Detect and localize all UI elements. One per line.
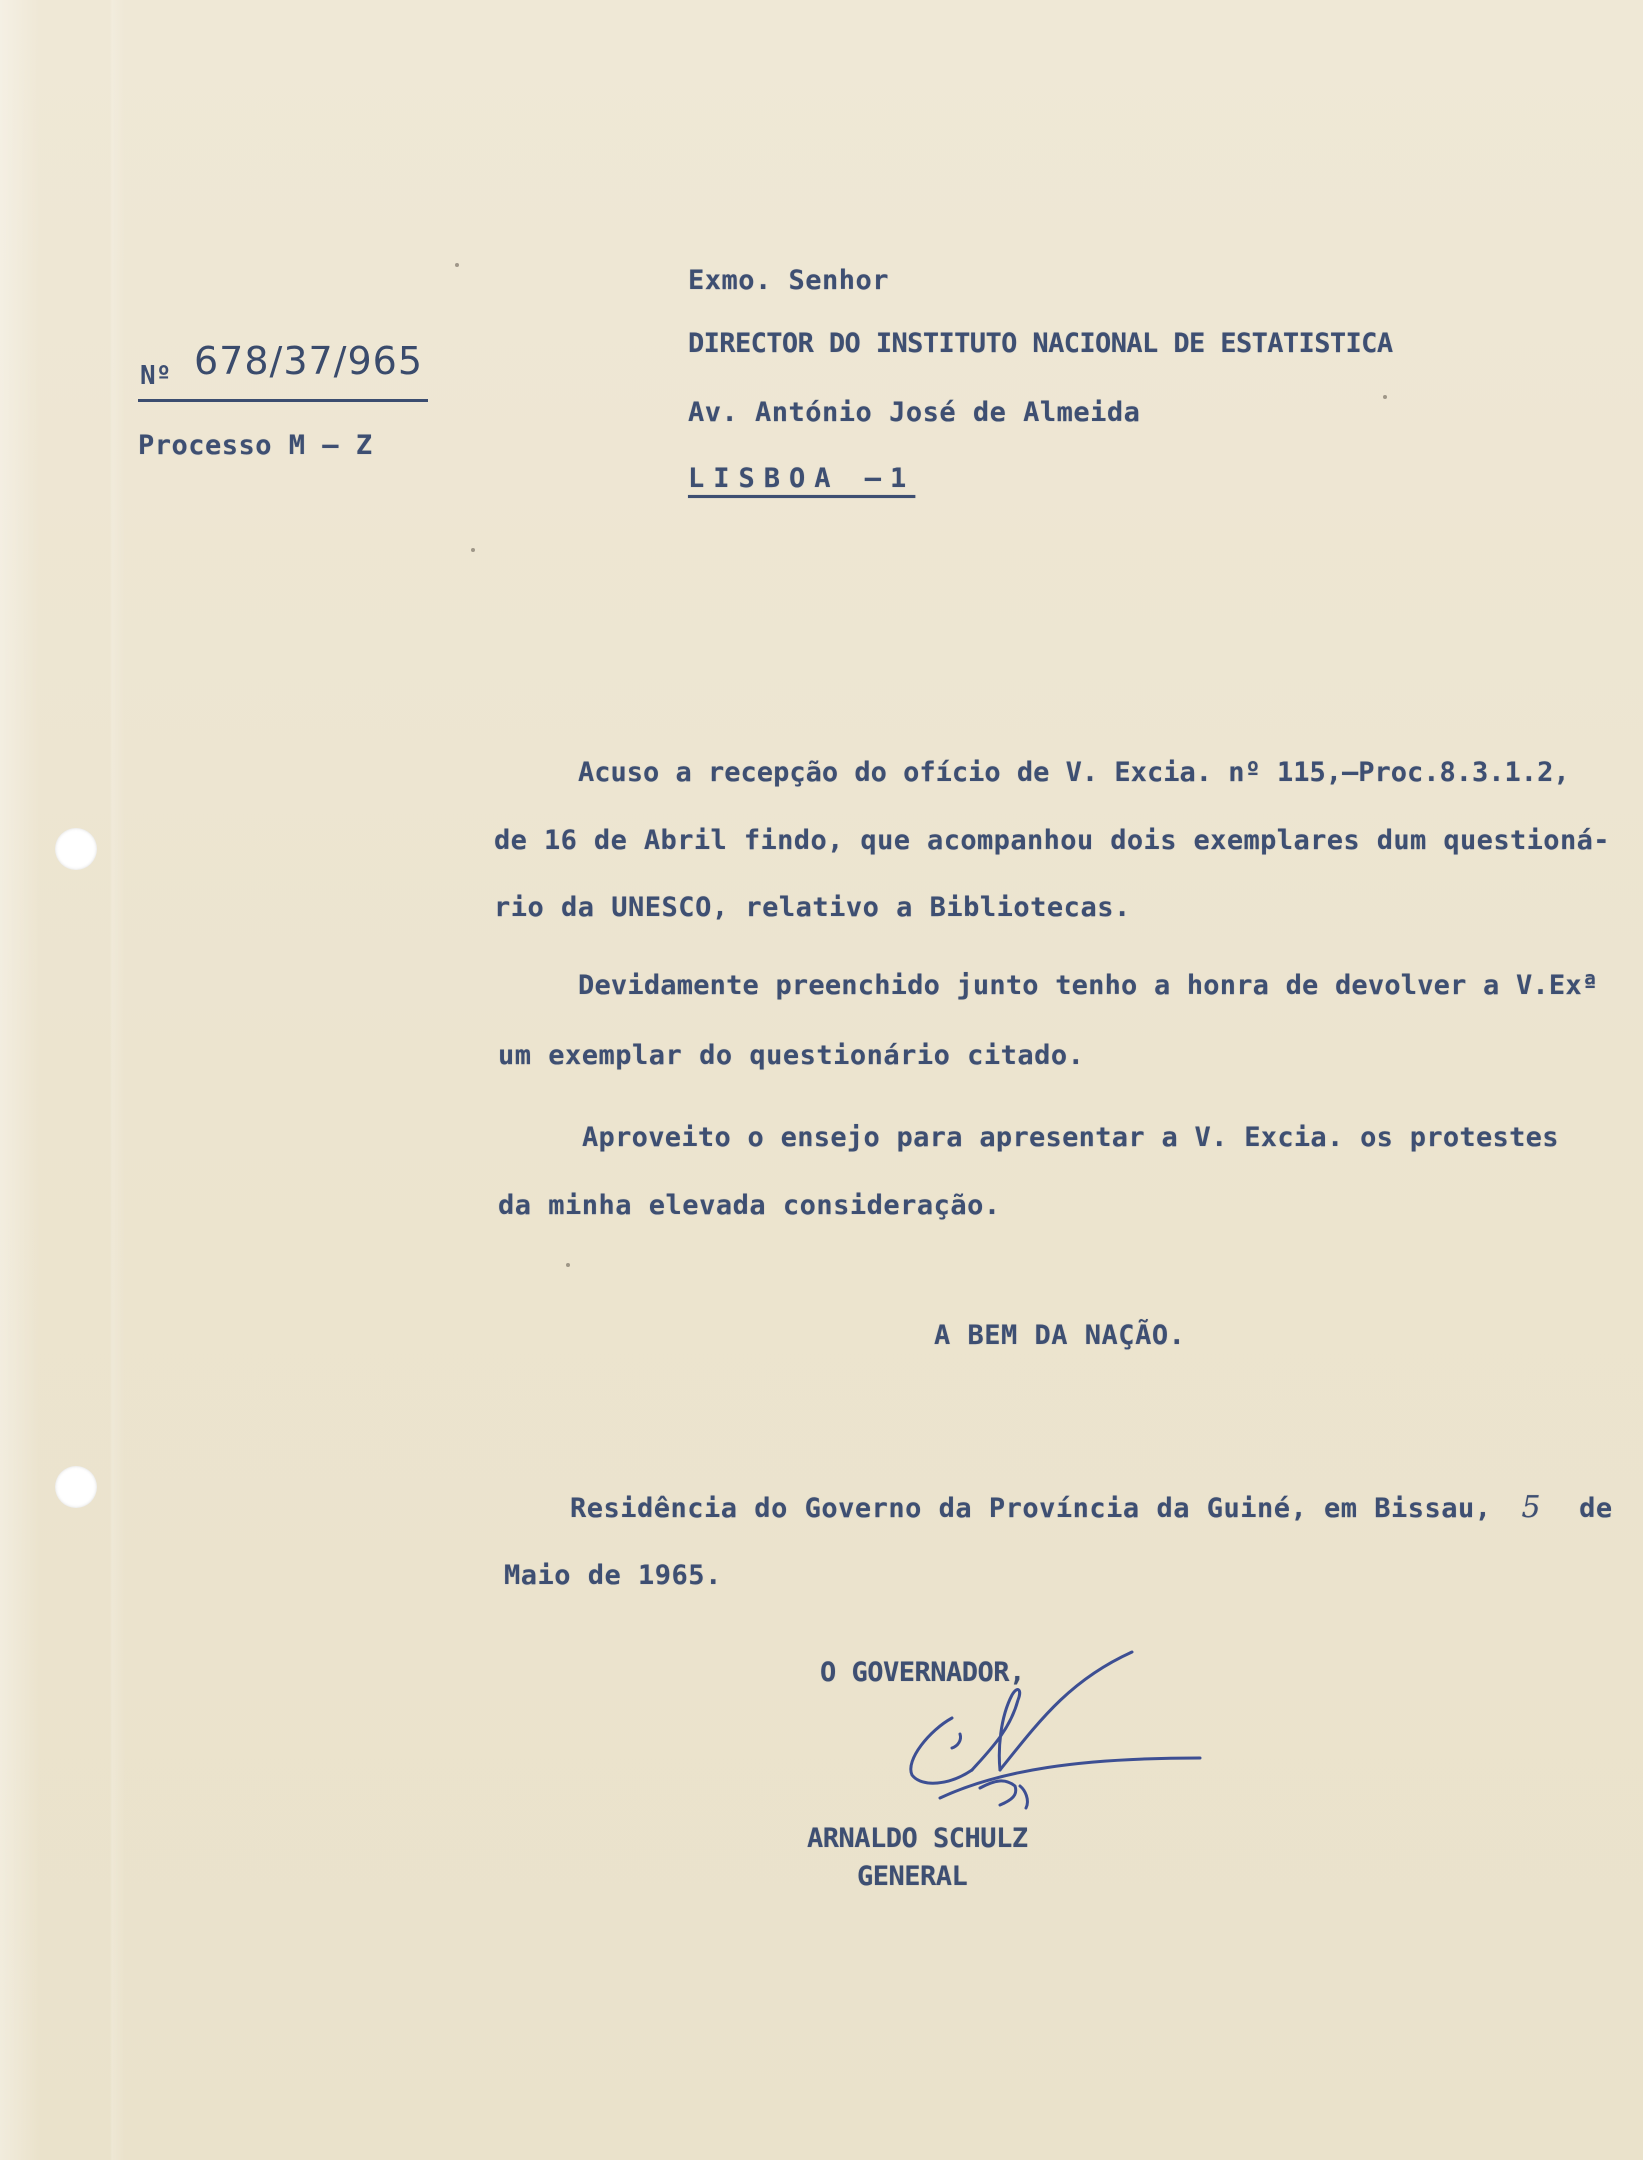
body-paragraph-1-line-2: de 16 de Abril findo, que acompanhou dois exemplares dum questioná- [494,825,1610,856]
body-paragraph-2-line-2: um exemplar do questionário citado. [498,1040,1085,1071]
signatory-name: ARNALDO SCHULZ [807,1823,1028,1854]
reference-number-label: Nº [140,361,172,391]
addressee-city: LISBOA –1 [688,463,916,494]
punch-hole-bottom [55,1466,97,1508]
paper-speck [1383,395,1387,399]
signatory-role: O GOVERNADOR, [820,1657,1025,1688]
body-paragraph-1-line-3: rio da UNESCO, relativo a Bibliotecas. [494,892,1131,923]
body-paragraph-3-line-2: da minha elevada consideração. [498,1190,1001,1221]
closing-day: 5 [1521,1490,1542,1525]
paper-speck [566,1263,570,1267]
paper-speck [455,263,459,267]
motto: A BEM DA NAÇÃO. [934,1320,1186,1351]
body-paragraph-2-line-1: Devidamente preenchido junto tenho a honra de devolver a V.Exª [578,970,1599,1001]
process-code: Processo M – Z [138,430,373,461]
handwritten-signature [900,1640,1220,1840]
addressee-title: DIRECTOR DO INSTITUTO NACIONAL DE ESTATISTICA [688,328,1393,359]
reference-number [138,339,428,402]
signatory-rank: GENERAL [857,1861,968,1892]
body-paragraph-3-line-1: Aproveito o ensejo para apresentar a V. Excia. os protestes [582,1122,1559,1153]
closing-location: Residência do Governo da Província da Guiné, em Bissau, [570,1493,1492,1524]
paper-speck [471,548,475,552]
closing-line-1 [570,1490,1613,1525]
closing-de: de [1579,1493,1613,1524]
punch-hole-top [55,828,97,870]
addressee-street: Av. António José de Almeida [688,397,1141,428]
body-paragraph-1-line-1: Acuso a recepção do ofício de V. Excia. nº 115,–Proc.8.3.1.2, [578,757,1570,788]
reference-number-value: 678/37/965 [194,339,424,383]
addressee-salutation: Exmo. Senhor [688,265,890,296]
closing-line-2: Maio de 1965. [504,1560,722,1591]
